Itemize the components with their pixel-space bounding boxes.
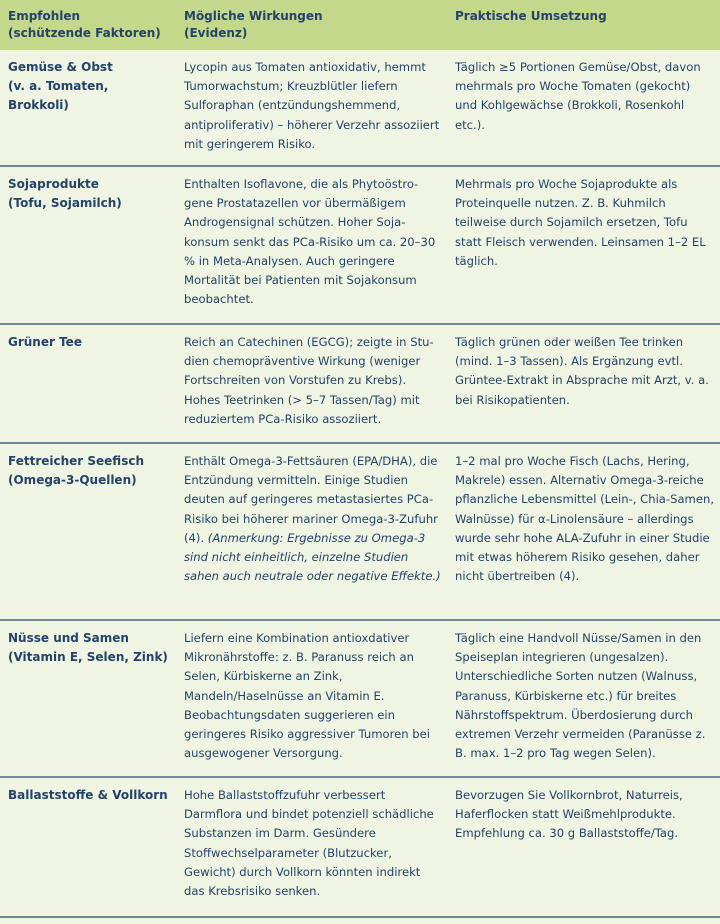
effect-cell bbox=[176, 325, 447, 442]
effect-text: Enthalten Isoflavone, die als Phytoöstrogene Prostatazellen vor übermäßigem Androgensignal schützen. Hoher Sojakonsum senkt das PCa-Risiko um ca. 20–30 % in Meta-Analysen. Auch geringere Mortalität bei Patienten mit Sojakonsum beobachtet. bbox=[184, 177, 436, 307]
effect-text: Reich an Catechinen (EGCG); zeigte in Studien chemopräventive Wirkung (weniger Fortschreiten von Vorstufen zu Krebs). Hohes Teetrinken (> 5–7 Tassen/Tag) mit reduziertem PCa-Risiko assoziiert. bbox=[184, 335, 434, 426]
table-header bbox=[0, 0, 720, 50]
factor-cell: Ballaststoffe & Vollkorn bbox=[8, 788, 168, 802]
table-row bbox=[0, 50, 720, 167]
header-recommended: Empfohlen (schützende Faktoren) bbox=[8, 9, 161, 40]
practice-cell: Täglich eine Handvoll Nüsse/Samen in den Speiseplan integrieren (ungesalzen). Unterschiedliche Sorten nutzen (Walnuss, Paranuss, Kürbiskerne etc.) für breites Nährstoffspektrum. Überdosierung durch extremen Verzehr vermeiden (Paranüsse z. B. max. 1–2 pro Tag wegen Selen). bbox=[455, 631, 706, 761]
factor-cell: Fettreicher Seefisch (Omega-3-Quellen) bbox=[8, 454, 144, 487]
effect-cell bbox=[176, 778, 447, 916]
table-row bbox=[0, 778, 720, 918]
practice-cell: Täglich ≥5 Portionen Gemüse/Obst, davon mehrmals pro Woche Tomaten (gekocht) und Kohlgewächse (Brokkoli, Rosenkohl etc.). bbox=[455, 60, 701, 132]
table-row bbox=[0, 167, 720, 325]
practice-cell: 1–2 mal pro Woche Fisch (Lachs, Hering, Makrele) essen. Alternativ Omega-3-reiche pflanzliche Lebensmittel (Lein-, Chia-Samen, Walnüsse) für α-Linolensäure – allerdings wurde sehr hohe ALA-Zufuhr in einer Studie mit etwas höherem Risiko gesehen, daher nicht übertreiben (4). bbox=[455, 454, 715, 584]
effect-cell bbox=[176, 167, 447, 323]
effect-note: (Anmerkung: Ergebnisse zu Omega-3 sind nicht einheitlich, einzelne Studien sahen auch neutrale oder negative Effekte.) bbox=[184, 530, 441, 584]
factor-cell: Grüner Tee bbox=[8, 335, 82, 349]
table-row bbox=[0, 621, 720, 778]
practice-cell: Bevorzugen Sie Vollkornbrot, Naturreis, Haferflocken statt Weißmehlprodukte. Empfehlung ca. 30 g Ballaststoffe/Tag. bbox=[455, 788, 683, 841]
factor-cell: Gemüse & Obst (v. a. Tomaten, Brokkoli) bbox=[8, 60, 113, 112]
header-effects: Mögliche Wirkungen (Evidenz) bbox=[184, 9, 323, 40]
effect-text: Hohe Ballaststoffzufuhr verbessert Darmflora und bindet potenziell schädliche Substanzen im Darm. Gesündere Stoffwechselparameter (Blutzucker, Gewicht) durch Vollkorn könnten indirekt das Krebsrisiko senken. bbox=[184, 788, 434, 899]
effect-text: Enthält Omega-3-Fettsäuren (EPA/DHA), die Entzündung vermitteln. Einige Studien deuten auf geringeres metastasiertes PCa-Risiko bei höherer mariner Omega-3-Zufuhr (4). bbox=[184, 454, 438, 545]
effect-text: Lycopin aus Tomaten antioxidativ, hemmt Tumorwachstum; Kreuzblütler liefern Sulforaphan (entzündungshemmend, antiproliferativ) – höherer Verzehr assoziiert mit geringerem Risiko. bbox=[184, 60, 440, 151]
table-row bbox=[0, 325, 720, 444]
table-row bbox=[0, 444, 720, 621]
factor-cell: Nüsse und Samen (Vitamin E, Selen, Zink) bbox=[8, 631, 168, 664]
header-practice: Praktische Umsetzung bbox=[455, 9, 607, 23]
effect-cell bbox=[176, 50, 447, 165]
effect-cell bbox=[176, 621, 447, 776]
practice-cell: Mehrmals pro Woche Sojaprodukte als Proteinquelle nutzen. Z. B. Kuhmilch teilweise durch Sojamilch ersetzen, Tofu statt Fleisch verwenden. Leinsamen 1–2 EL täglich. bbox=[455, 177, 706, 268]
effect-text: Liefern eine Kombination antioxdativer Mikronährstoffe: z. B. Paranuss reich an Selen, Kürbiskerne an Zink, Mandeln/Haselnüsse an Vitamin E. Beobachtungsdaten suggerieren ein geringeres Risiko aggressiver Tumoren bei ausgewogener Versorgung. bbox=[184, 631, 430, 761]
practice-cell: Täglich grünen oder weißen Tee trinken (mind. 1–3 Tassen). Als Ergänzung evtl. Grüntee-Extrakt in Absprache mit Arzt, v. a. bei Risikopatienten. bbox=[455, 335, 709, 407]
effect-cell bbox=[176, 444, 447, 619]
factor-cell: Sojaprodukte (Tofu, Sojamilch) bbox=[8, 177, 122, 210]
